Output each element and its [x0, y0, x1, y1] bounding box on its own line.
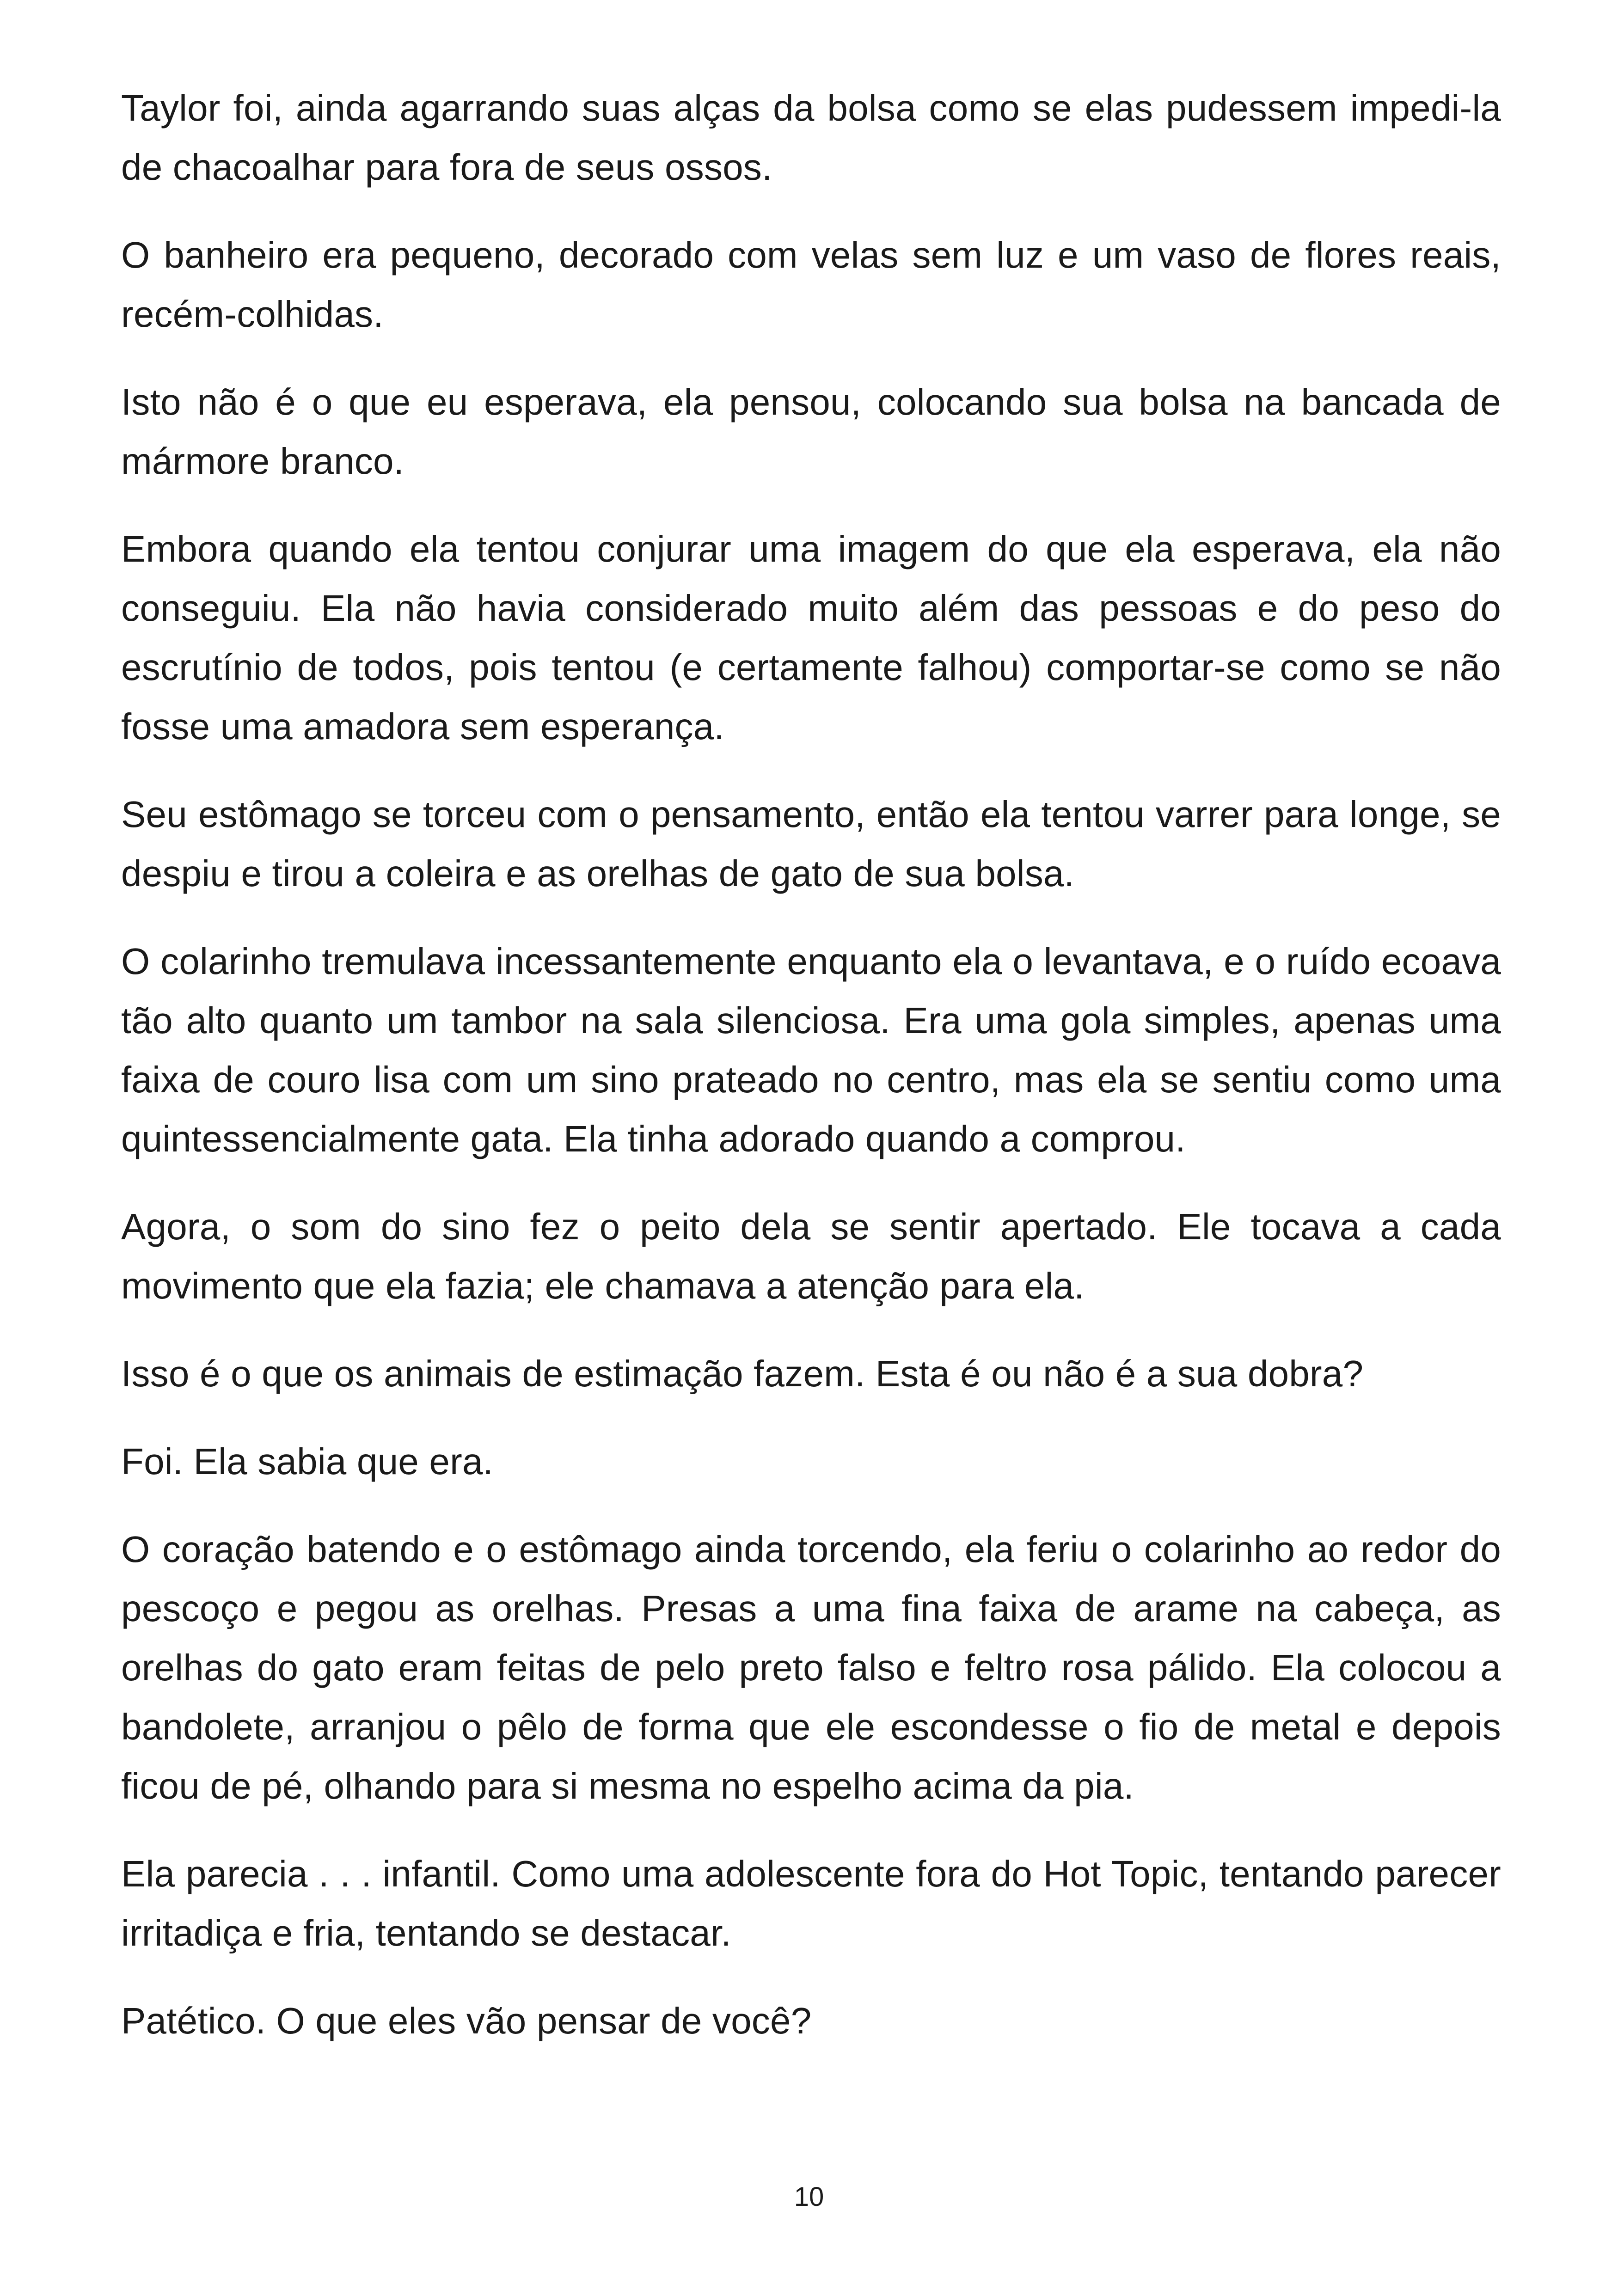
- paragraph-12: Patético. O que eles vão pensar de você?: [121, 2000, 812, 2041]
- paragraph-6: O colarinho tremulava incessantemente enquanto ela o levantava, e o ruído ecoava tão alto quanto um tambor na sala silenciosa. Era uma gola simples, apenas uma faixa de couro lisa com um sino prateado no centro, mas ela se sentiu como uma quintessencialmente gata. Ela tinha adorado quando a comprou.: [121, 941, 1501, 1159]
- paragraph-3: Isto não é o que eu esperava, ela pensou, colocando sua bolsa na bancada de mármore branco.: [121, 381, 1501, 482]
- paragraph-1: Taylor foi, ainda agarrando suas alças da bolsa como se elas pudessem impedi-la de chacoalhar para fora de seus ossos.: [121, 87, 1501, 188]
- paragraph-2: O banheiro era pequeno, decorado com velas sem luz e um vaso de flores reais, recém-colhidas.: [121, 234, 1501, 335]
- paragraph-10: O coração batendo e o estômago ainda torcendo, ela feriu o colarinho ao redor do pescoço e pegou as orelhas. Presas a uma fina faixa de arame na cabeça, as orelhas do gato eram feitas de pelo preto falso e feltro rosa pálido. Ela colocou a bandolete, arranjou o pêlo de forma que ele escondesse o fio de metal e depois ficou de pé, olhando para si mesma no espelho acima da pia.: [121, 1529, 1501, 1806]
- paragraph-7: Agora, o som do sino fez o peito dela se sentir apertado. Ele tocava a cada movimento que ela fazia; ele chamava a atenção para ela.: [121, 1206, 1501, 1306]
- paragraph-11: Ela parecia . . . infantil. Como uma adolescente fora do Hot Topic, tentando parecer irritadiça e fria, tentando se destacar.: [121, 1853, 1501, 1953]
- paragraph-5: Seu estômago se torceu com o pensamento, então ela tentou varrer para longe, se despiu e tirou a coleira e as orelhas de gato de sua bolsa.: [121, 794, 1501, 894]
- page-body: [121, 79, 1501, 2079]
- paragraph-8: Isso é o que os animais de estimação fazem. Esta é ou não é a sua dobra?: [121, 1353, 1364, 1394]
- paragraph-4: Embora quando ela tentou conjurar uma imagem do que ela esperava, ela não conseguiu. Ela não havia considerado muito além das pessoas e do peso do escrutínio de todos, pois tentou (e certamente falhou) comportar-se como se não fosse uma amadora sem esperança.: [121, 528, 1501, 747]
- paragraph-9: Foi. Ela sabia que era.: [121, 1441, 494, 1482]
- page-number: 10: [794, 2182, 824, 2212]
